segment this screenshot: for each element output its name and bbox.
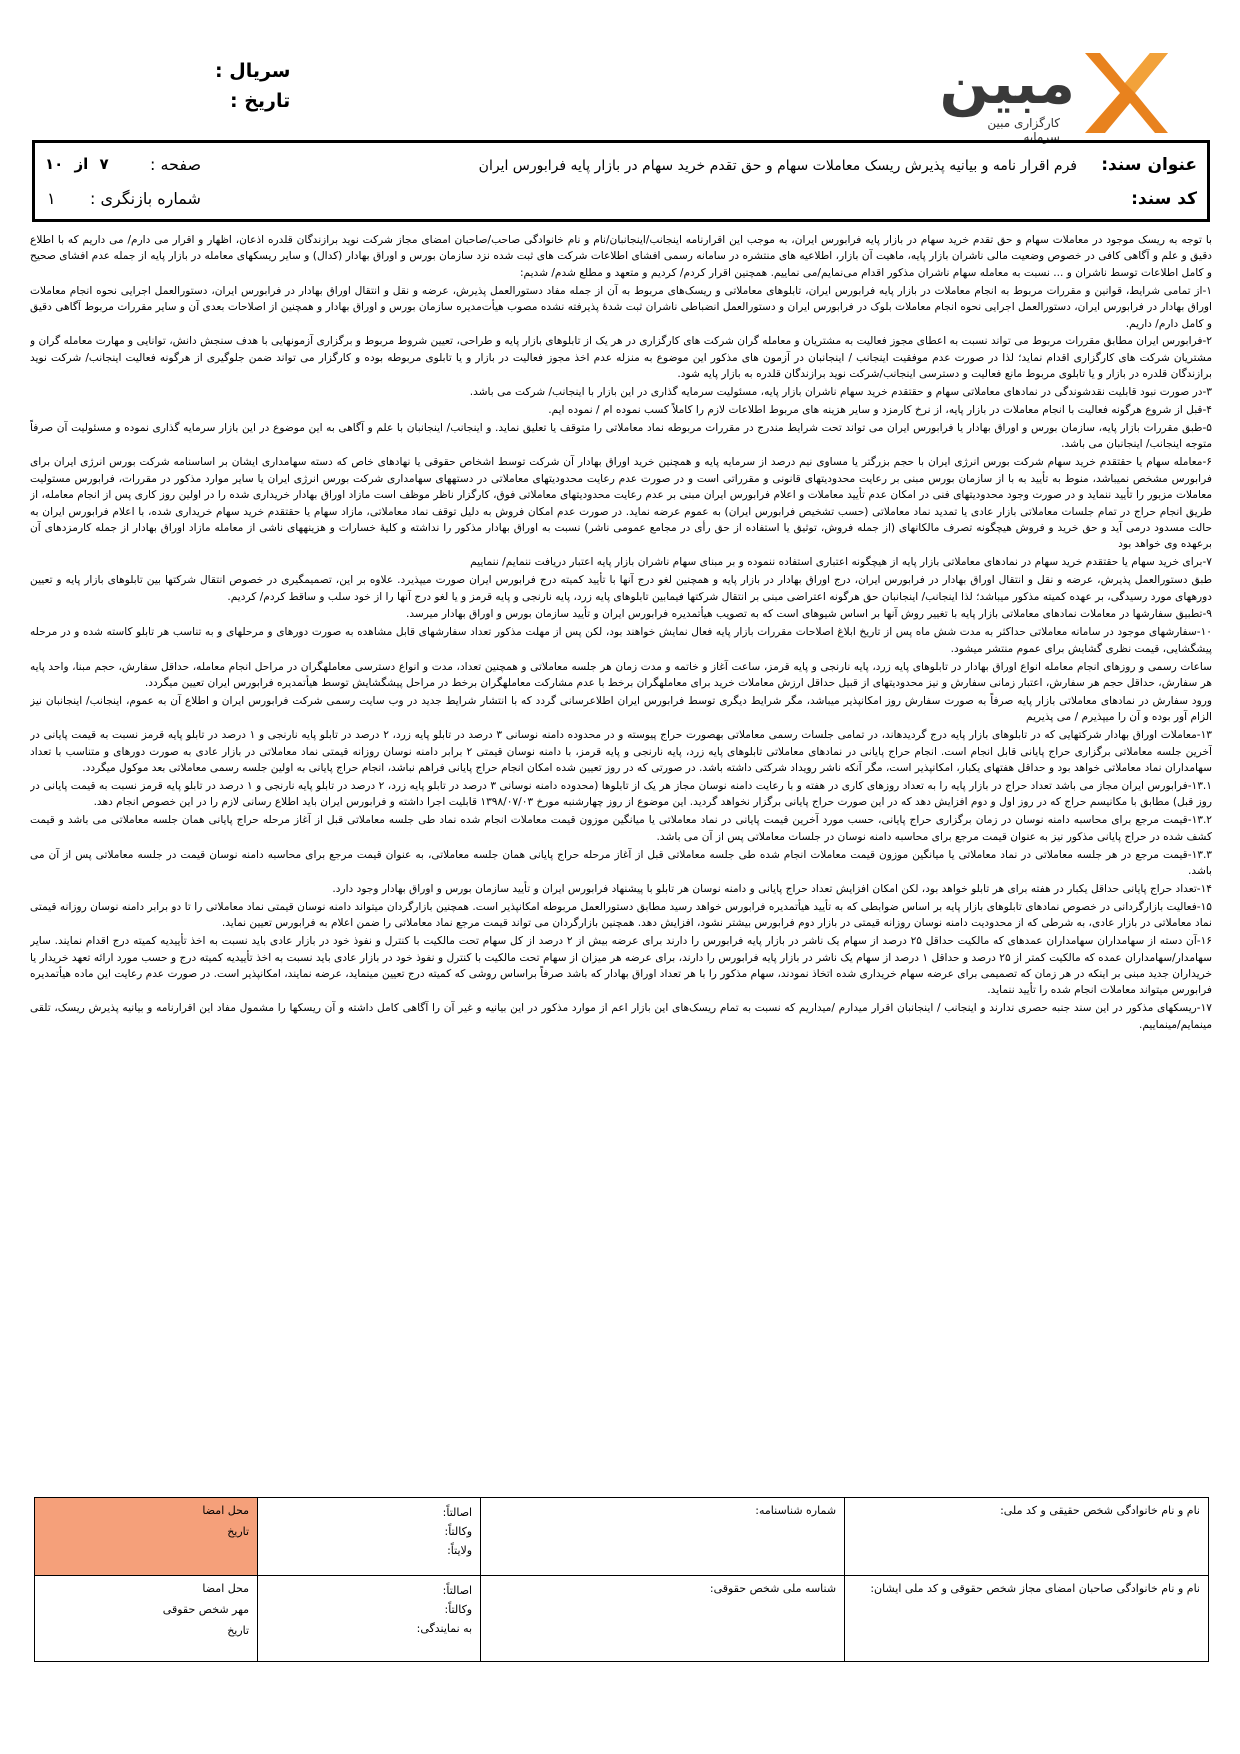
- paragraph: با توجه به ریسک موجود در معاملات سهام و حق تقدم خرید سهام در بازار پایه فرابورس ایران، به موجب این اقرارنامه اینجانب/اینجانبان/نام و نام خانوادگی صاحب/صاحبان امضای مجاز شرکت نوید برازندگان قلدره اذعان، اظهار و اقرار می دارم/ می داریم که با اطلاع دقیق و علم و آگاهی کافی در خصوص وضعیت مالی ناشران بازار پایه، ماهیت آن بازار، اطلاعیه های منتشره در سامانه رسمی افشای اطلاعات شرکت های ثبت شده نزد سازمان بورس و اوراق بهادار (کدال) و سایر ریسکهای معامله در بازار پایه از جمله عدم افشای صحیح و کامل اطلاعات توسط ناشران و ... نسبت به معامله سهام ناشران مذکور اقدام می‌نمایم/می نماییم. همچنین اقرار کردم/ کردیم و متعهد و مطلع شدم/ شدیم:: [30, 234, 1212, 279]
- page-label: صفحه :: [150, 155, 202, 174]
- id-number-cell[interactable]: [481, 1498, 845, 1576]
- person-name-cell[interactable]: [845, 1498, 1209, 1576]
- representative-label: به نمایندگی:: [416, 1622, 473, 1635]
- paragraph: ۲-فرابورس ایران مطابق مقررات مربوط می تواند نسبت به اعطای مجوز فعالیت به مشتریان و معامله گران شرکت های کارگزاری در هر یک از تابلوهای بازار پایه و طراحی، تعیین شروط مربوط و برگزاری آزمونهایی با هدف سنجش دانش، توانایی و مهارت معامله گران و مشتریان شرکت های کارگزاری اقدام نماید؛ لذا در صورت عدم موفقیت اینجانب / اینجانبان در آزمون های مذکور این موضوع به منزله عدم اخذ مجوز فعالیت در بازار و یا تابلوی مربوطه بوده و کارگزار می تواند ضمن جلوگیری از هرگونه فعالیت اینجانب/ شرکت نوید برازندگان قلدره در بازار و یا تابلوی مربوط مانع فعالیت و دسترسی اینجانب/شرکت نوید برازندگان قلدره به بازار پایه شود.: [30, 335, 1212, 381]
- id-number-label: شماره شناسنامه:: [755, 1504, 837, 1517]
- paragraph: ۱۰-سفارشهای موجود در سامانه معاملاتی حداکثر به مدت شش ماه پس از تاریخ ابلاغ اصلاحات مقررات بازار پایه فعال نمایش خواهند بود، لکن پس از مهلت مذکور تعداد سفارشهای قابل مشاهده به صورت دورهای و مرحلهای و به تناسب هر تابلو کاسته شده و در مرحله پیشگشایی، قیمت نظری گشایش برای عموم منتشر میشود.: [30, 626, 1212, 655]
- velayat-label: ولایتاً:: [447, 1544, 473, 1557]
- signature-place-cell[interactable]: [35, 1498, 258, 1576]
- logo-brand: مبین: [939, 49, 1075, 117]
- vekalat-label: وکالتاً:: [444, 1525, 473, 1538]
- person-name-label: نام و نام خانوادگی شخص حقیقی و کد ملی:: [1000, 1504, 1200, 1517]
- date-label: تاریخ :: [230, 90, 291, 112]
- company-logo: [939, 48, 1170, 144]
- document-body: [30, 232, 1212, 1432]
- paragraph: ۷-برای خرید سهام یا حقتقدم خرید سهام در نمادهای معاملاتی بازار پایه از هیچگونه اعتباری استفاده ننموده و بر مبنای سهام ناشران بازار پایه اعتبار دریافت ننمایم/ ننماییم: [470, 556, 1212, 569]
- sign-date-label: تاریخ: [227, 1525, 250, 1538]
- sign-date-label-2: تاریخ: [227, 1624, 250, 1637]
- paragraph: ۱۳.۳-قیمت مرجع در هر جلسه معاملاتی در نماد معاملاتی یا میانگین موزون قیمت معاملات انجام شده طی جلسه معاملاتی قبل از آغاز مرحله حراج پایانی همان جلسه معاملاتی، به عنوان قیمت مرجع برای محاسبه دامنه نوسان قیمت در جلسه معاملاتی پس از آن می باشد.: [30, 848, 1212, 878]
- paragraph: ۹-تطبیق سفارشها در معاملات نمادهای معاملاتی بازار پایه با تغییر روش آنها بر اساس شیوهای است که به تصویب هیأتمدیره فرابورس ایران و تأیید سازمان بورس و اوراق بهادار میرسد.: [405, 608, 1212, 621]
- signature-table: [34, 1497, 1209, 1662]
- paragraph: ۱۴-تعداد حراج پایانی حداقل یکبار در هفته برای هر تابلو خواهد بود، لکن امکان افزایش تعداد حراج پایانی و دامنه نوسان هر تابلو با پیشنهاد فرابورس ایران و تأیید سازمان بورس و اوراق بهادار وجود دارد.: [332, 882, 1212, 895]
- company-signer-label: نام و نام خانوادگی صاحبان امضای مجاز شخص حقوقی و کد ملی ایشان:: [870, 1582, 1200, 1595]
- signature-row-legal-person: [35, 1576, 1209, 1662]
- paragraph: ۵-طبق مقررات بازار پایه، سازمان بورس و اوراق بهادار یا فرابورس ایران می تواند تحت شرایط مندرج در مقررات مربوطه نماد معاملاتی را متوقف یا تعلیق نماید. و اینجانب/ اینجانبان با علم و آگاهی به این موضوع در این بازار سرمایه گذاری نموده و مسئولیت آن صرفاً متوجه اینجانب/ اینجانبان می باشد.: [30, 421, 1212, 451]
- signature-row-natural-person: [35, 1498, 1209, 1576]
- page-number: ۷ از ۱۰: [45, 155, 109, 173]
- revision-number: ۱: [47, 189, 56, 208]
- paragraph: ۱۵-فعالیت بازارگردانی در خصوص نمادهای تابلوهای بازار پایه بر اساس ضوابطی که به تأیید هیأتمدیره فرابورس خواهد رسید مطابق دستورالعمل مربوطه امکانپذیر است. همچنین بازارگردان میتواند دامنه نوسان قیمتی نماد معاملاتی را تا دو برابر دامنه نوسان روزانه قیمتی نماد معاملاتی در بازار عادی، به شرطی که از محدودیت دامنه نوسان روزانه قیمتی در بازار دوم فرابورس بیشتر نشود، افزایش دهد. همچنین بازارگردان می تواند قیمت مرجع نماد معاملاتی را ضمن اعلام به فرابورس تعیین نماید.: [30, 900, 1212, 930]
- company-id-cell[interactable]: [481, 1576, 845, 1662]
- sign-place-label-2: محل امضا: [202, 1582, 250, 1595]
- assalat-label: اصالتاً:: [442, 1506, 473, 1519]
- paragraph: ۱۷-ریسکهای مذکور در این سند جنبه حصری ندارند و اینجانب / اینجانبان اقرار میدارم /میداریم که نسبت به تمام ریسک‌های این بازار اعم از موارد مذکور در این بیانیه و غیر آن را آگاهی کامل داشته و آن ریسکها را مشمول مفاد این اقرارنامه و بیانیه پذیرش ریسک، تلقی مینمایم/مینماییم.: [30, 1002, 1212, 1031]
- doc-code-label: کد سند:: [1131, 189, 1197, 209]
- company-signature-cell[interactable]: [35, 1576, 258, 1662]
- paragraph: طبق دستورالعمل پذیرش، عرضه و نقل و انتقال اوراق بهادار در فرابورس ایران، درج اوراق بهادار در بازار پایه و همچنین لغو درج آنها با تأیید کمیته درج فرابورس ایران صورت میپذیرد. علاوه بر این، تصمیمگیری در خصوص انتقال شرکتها بین تابلوهای بازار پایه و تعیین دورههای مورد رسیدگی، بر عهده کمیته مذکور میباشد؛ لذا اینجانب/ اینجانبان حق هرگونه اعتراضی مبنی بر انتقال شرکتها فیمابین تابلوهای پایه زرد، پایه نارنجی و پایه قرمز و یا لغو درج آنها را از خود سلب و ساقط کردم/ کردیم.: [30, 574, 1212, 603]
- company-capacity-cell[interactable]: [258, 1576, 481, 1662]
- document-header: [32, 140, 1210, 222]
- paragraph: ساعات رسمی و روزهای انجام معامله انواع اوراق بهادار در تابلوهای پایه زرد، پایه نارنجی و پایه قرمز، ساعت آغاز و خاتمه و مدت زمان هر جلسه معاملاتی و همچنین تعداد، مدت و انواع دسترسی معاملهگران در مراحل انجام معامله، حداقل سفارش، حجم مبنا، واحد پایه هر سفارش، حداقل حجم هر سفارش، اعتبار زمانی سفارش و نیز محدودیتهای از قبیل حداقل ارزش معاملات خرید برای معاملهگران برخط با عدم مشارکت معاملهگران برخط در مراحل پیشگشایش توسط هیأتمدیره فرابورس ایران تعیین میگردد.: [30, 660, 1212, 690]
- paragraph: ۳-در صورت نبود قابلیت نقدشوندگی در نمادهای معاملاتی سهام و حقتقدم خرید سهام ناشران بازار پایه، مسئولیت سرمایه گذاری در این بازار با اینجانب/ شرکت می باشد.: [469, 386, 1212, 399]
- paragraph: ورود سفارش در نمادهای معاملاتی بازار پایه صرفاً به صورت سفارش روز امکانپذیر میباشد، مگر شرایط دیگری توسط فرابورس ایران اطلاعرسانی گردد که با انتشار شرایط جدید در وب سایت رسمی شرکت فرابورس ایران و اطلاع آن به عموم، اینجانب/ اینجانبان نیز الزام آور بوده و آن را میپذیرم / می پذیریم: [30, 694, 1212, 724]
- logo-x-icon: [1080, 48, 1170, 138]
- capacity-cell[interactable]: [258, 1498, 481, 1576]
- paragraph: ۱۳-معاملات اوراق بهادار شرکتهایی که در تابلوهای بازار پایه درج گردیدهاند، در تمامی جلسات رسمی معاملاتی بهصورت حراج پیوسته و در محدوده دامنه نوسانی ۳ درصد در تابلو پایه زرد، ۲ درصد در تابلو پایه نارنجی و ۱ درصد در تابلو پایه قرمز نسبت به قیمت پایانی در آخرین جلسه معاملاتی برگزاری حراج پایانی قابل انجام است. انجام حراج پایانی در نمادهای معاملاتی تابلوهای پایه زرد، پایه نارنجی و پایه قرمز، با دامنه نوسان قیمتی ۲ برابر دامنه نوسان روزانه قیمتی نماد معاملاتی در بازار عادی به صورت دورهای و متناسب با تعداد سهامداران نماد معاملاتی خواهد بود و حداقل هفتهای یکبار، امکانپذیر است، مگر آنکه ناشر رویداد شرکتی داشته باشد. در صورتی که در روز تعیین شده امکان انجام حراج پایانی فراهم نباشد، انجام حراج پایانی به اولین جلسه رسمی معاملاتی بعد موکول میگردد.: [30, 729, 1212, 775]
- assalat-label-2: اصالتاً:: [442, 1584, 473, 1597]
- company-id-label: شناسه ملی شخص حقوقی:: [709, 1582, 837, 1595]
- sign-place-label: محل امضا: [202, 1504, 250, 1517]
- doc-title: فرم اقرار نامه و بیانیه پذیرش ریسک معاملات سهام و حق تقدم خرید سهام در بازار پایه فرابورس ایران: [478, 158, 1077, 174]
- paragraph: ۱۶-آن دسته از سهامداران سهامداران عمدهای که مالکیت حداقل ۲۵ درصد از سهام یک ناشر در بازار پایه فرابورس را دارند برای عرضه بیش از ۲ درصد از کل سهام تحت مالکیت با کنترل و نفوذ خود در بازار عادی باید نسبت به اخذ تأییدیه کمیته درج اقدام نمایند. سایر سهامدار/سهامداران عمده که مالکیت کمتر از ۲۵ درصد و حداقل ۱ درصد از سهام یک ناشر در بازار پایه فرابورس را دارند، برای عرضه هر میزان از سهام تحت مالکیت با کنترل و نفوذ خود در بازار عادی باید نسبت به اخذ تأییدیه کمیته درج و حسب مورد ارائه تعهد خریدار یا خریداران جدید مبنی بر اینکه در هر زمان که تصمیمی برای عرضه سهام خریداری شده اتخاذ نمودند، سهام مذکور را با هر تعداد اوراق بهادار که باشد صرفاً براساس روشی که کمیته درج تعیین مینماید، عرضه نمایند، امکانپذیر است. در صورت عدم رعایت این ماده هیأتمدیره فرابورس میتواند معاملات انجام شده را تأیید ننماید.: [30, 935, 1212, 997]
- revision-label: شماره بازنگری :: [90, 189, 201, 208]
- serial-label: سریال :: [215, 60, 291, 82]
- doc-title-label: عنوان سند:: [1101, 155, 1197, 175]
- company-seal-label: مهر شخص حقوقی: [162, 1603, 250, 1616]
- paragraph: ۱۳.۱-فرابورس ایران مجاز می باشد تعداد حراج در بازار پایه را به تعداد روزهای کاری در هفته و با رعایت دامنه نوسان مجاز هر یک از تابلوها (محدوده دامنه نوسانی ۳ درصد در تابلو پایه زرد، ۲ درصد در تابلو پایه نارنجی و ۱ درصد در تابلو پایه قرمز نسبت به قیمت پایانی در روز قبل) مطابق با مکانیسم حراج که در روز اول و دوم افزایش دهد که در این صورت حراج پایانی برگزار نخواهد گردید. این موضوع از روز چهارشنبه مورخ ۱۳۹۸/۰۷/۰۳ قابلیت اجرا داشته و فرابورس ایران باید اطلاع رسانی لازم را در این خصوص انجام دهد.: [30, 780, 1212, 809]
- logo-subtitle: کارگزاری مبین سرمایه: [987, 116, 1060, 144]
- paragraph: ۶-معامله سهام یا حقتقدم خرید سهام شرکت بورس انرژی ایران با حجم بزرگتر یا مساوی نیم درصد از سرمایه پایه و همچنین خرید اوراق بهادار آن شرکت توسط اشخاص حقوقی یا نهادهای خاص که دسته سهامداری ایشان بر اساسنامه شرکت بورس انرژی ایران برای فرابورس مشخص نمیباشد، منوط به تأیید به با از سازمان بورس مبنی بر رعایت محدودیتهای قانونی و مقرراتی است و در صورت عدم رعایت محدودیتهای معاملاتی در دستههای سهامداری شرکت بورس انرژی ایران یا سایر موارد مذکور در مقررات، فرابورس مستولیت معاملات مزبور را تأیید ننماید و در صورت وجود محدودیتهای فنی در امکان عدم تأیید معاملات و اعلام فرابورس ایران مبنی بر عدم رعایت محدودیتهای معاملاتی فوق، کارگزار ناظر موظف است مازاد اوراق بهادار خریداری شده را در اولین روز کاری پس از انجام معامله، از طریق انجام حراج در تمام جلسات معاملاتی بازار عادی یا تمدید نماد معاملاتی (حسب تشخیص فرابورس ایران) به عموم عرضه نماید. در صورت عدم امکان فروش به دلیل توقف نماد معاملاتی، مازاد سهام یا حقتقدم خرید سهام خریداری شده، با اعلام فرابورس ایران به حالت مسدود درمی آید و حق خرید و فروش هیچگونه تصرف مالکانهای (از جمله فروش، توثیق یا استفاده از حق رأی در مجامع عمومی ناشر) نسبت به اوراق بهادار مذکور را نداشته و کلیهٔ خسارات و هزینههای ناشی از معامله مازاد اوراق بهادار از جمله کارمزدهای آن برعهده وی خواهد بود: [30, 456, 1212, 551]
- vekalat-label-2: وکالتاً:: [444, 1603, 473, 1616]
- paragraph: ۴-قبل از شروع هرگونه فعالیت با انجام معاملات در بازار پایه، از نرخ کارمزد و سایر هزینه های مربوط اطلاعات لازم را کاملاً کسب نموده ام / نموده ایم.: [548, 404, 1212, 417]
- paragraph: ۱-از تمامی شرایط، قوانین و مقررات مربوط به انجام معاملات در بازار پایه فرابورس ایران، تابلوهای معاملاتی و ریسک‌های مربوط به آن از جمله مفاد دستورالعمل پذیرش، عرضه و نقل و انتقال اوراق بهادار در فرابورس ایران، دستورالعمل اجرایی نحوه انجام معاملات اوراق بهادار در فرابورس ایران، دستورالعمل اجرایی نحوه انجام معاملات بلوک در فرابورس ایران و دستورالعمل انضباطی ناشران ثبت شدهٔ پذیرفته نشده مصوب هیأت‌مدیره سازمان بورس و اوراق بهادار و همچنین از اصلاحات بعدی آن و سایر مقررات مربوط آگاهی دقیق و کامل دارم/ داریم.: [30, 284, 1212, 330]
- company-signer-cell[interactable]: [845, 1576, 1209, 1662]
- paragraph: ۱۳.۲-قیمت مرجع برای محاسبه دامنه نوسان در زمان برگزاری حراج پایانی، حسب مورد آخرین قیمت پایانی در نماد معاملاتی یا میانگین موزون قیمت معاملات انجام شده نماد طی جلسه معاملاتی قبل از آغاز مرحله حراج پایانی همان جلسه معاملاتی می باشد و قیمت کشف شده در حراج پایانی مذکور نیز به عنوان قیمت مرجع برای محاسبه دامنه نوسان در جلسات معاملاتی پس از آن می باشد.: [30, 814, 1212, 843]
